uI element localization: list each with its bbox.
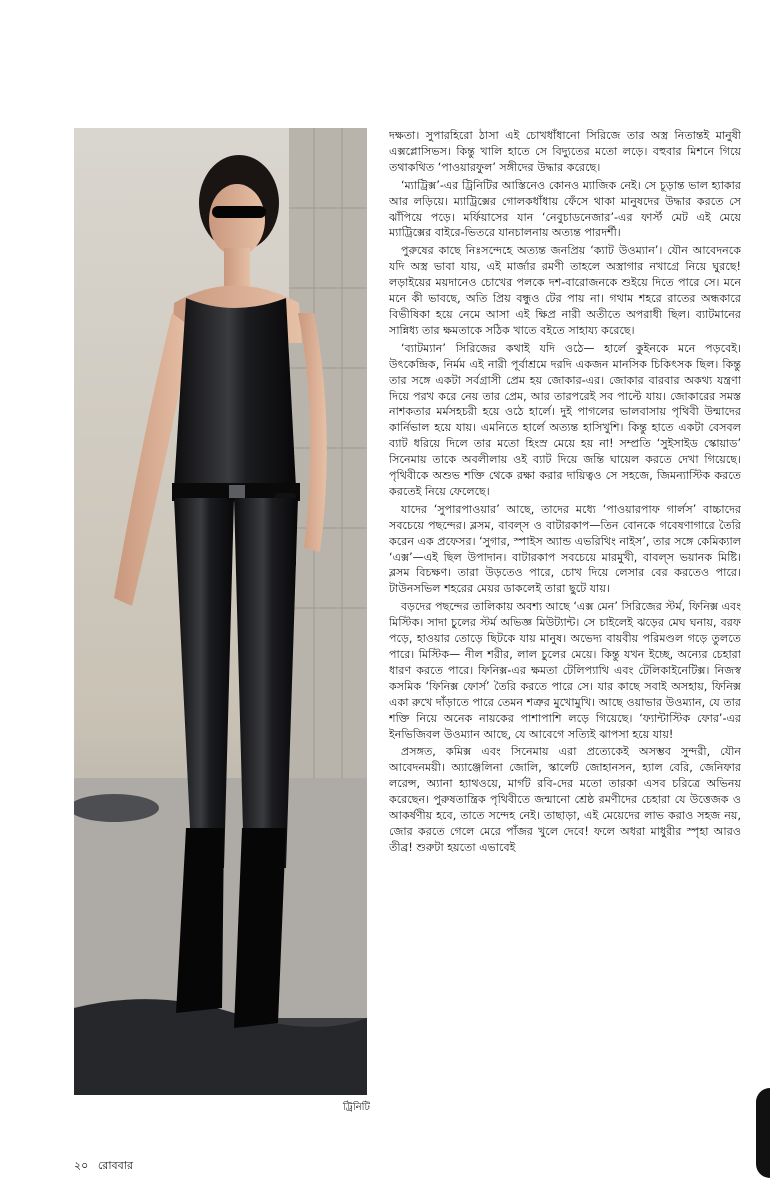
page-edge-mark (756, 1088, 770, 1178)
photo-caption: ট্রিনিটি (342, 1102, 370, 1113)
article-paragraph: পুরুষের কাছে নিঃসন্দেহে অত্যন্ত জনপ্রিয় ‘ক্যাট উওম্যান’। যৌন আবেদনকে যদি অস্ত্র ভাবা যায়, এই মার্জার রমণী তাহলে অস্ত্রাগার নখাগ্রে নিয়ে ঘুরছে! লড়াইয়ের ময়দানেও চোখের পলকে দশ-বারোজনকে শুইয়ে দিতে পারে সে। মনে মনে কী ভাবছে, অতি প্রিয় বন্ধুও টের পায় না। গথাম শহরে রাতের অন্ধকারে বিভীষিকা হয়ে নেমে আসা এই ক্ষিপ্র নারী অতীতে অপরাধী ছিল। ব্যাটমানের সান্নিধ্য তার ক্ষমতাকে সঠিক খাতে বইতে সাহায্য করেছে। (389, 244, 741, 337)
trinity-photo-illustration (74, 128, 367, 1095)
publication-name: রোববার (97, 1159, 134, 1172)
article-paragraph: প্রসঙ্গত, কমিক্স এবং সিনেমায় এরা প্রত্যেকেই অসম্ভব সুন্দরী, যৌন আবেদনময়ী। অ্যাঞ্জেলিনা জোলি, স্কার্লেট জোহানসন, হ্যাল বেরি, জেনিফার লরেন্স, অ্যানা হ্যাথওয়ে, মার্গট রবি-দের মতো তারকা এসব চরিত্রে অভিনয় করেছেন। পুরুষতান্ত্রিক পৃথিবীতে জন্মানো শ্রেষ্ঠ রমণীদের চেহারা যে উত্তেজক ও আকর্ষণীয় হবে, তাতে সন্দেহ নেই। তাছাড়া, এই মেয়েদের লাভ করাও সহজ নয়, জোর করতে গেলে মেরে পাঁজর খুলে দেবে! ফলে অধরা মাধুরীর স্পৃহা আরও তীব্র! শুরুটা হয়তো এভাবেই (389, 745, 741, 854)
article-paragraph: ‘ব্যাটম্যান’ সিরিজের কথাই যদি ওঠে— হার্লে কুইনকে মনে পড়বেই। উৎকেন্দ্রিক, নির্মম এই নারী পূর্বাশ্রমে দরদি একজন মানসিক চিকিৎসক ছিল। কিন্তু তার সঙ্গে একটা সর্বগ্রাসী প্রেম হয় জোকার-এর। জোকার বারবার অকথ্য যন্ত্রণা দিয়ে পরখ করে নেয় তার প্রেম, আর তারপরেই সব পাল্টে যায়। জোকারের সমস্ত নাশকতার মর্মসহচরী হয়ে ওঠে হার্লে। দুই পাগলের ভালবাসায় পৃথিবী উন্মাদের কার্নিভাল হয়ে যায়। এমনিতে হার্লে অত্যন্ত হাসিখুশি। কিন্তু হাতে একটা বেসবল ব্যাট ধরিয়ে দিলে তার মতো হিংস্র মেয়ে হয় না! সম্প্রতি ‘সুইসাইড স্কোয়াড’ সিনেমায় তাকে অবলীলায় ওই ব্যাট দিয়ে জন্তি ঘায়েল করতে দেখা গিয়েছে। পৃথিবীকে অশুভ শক্তি থেকে রক্ষা করার দায়িত্বও সে সহজে, জিমন্যাস্টিক করতে করতেই নিয়ে ফেলেছে। (389, 341, 741, 498)
page-footer (74, 1157, 133, 1176)
trinity-photo (74, 128, 367, 1095)
article-text (389, 128, 741, 1158)
page-number: ২০ (74, 1159, 89, 1172)
article-paragraph: দক্ষতা। সুপারহিরো ঠাসা এই চোখধাঁধানো সিরিজে তার অস্ত্র নিতান্তই মানুষী এক্সপ্লোসিভস। কিন্তু খালি হাতে সে বিদ্যুতের মতো লড়ে। বহুবার মিশনে গিয়ে তথাকথিত ‘পাওয়ারফুল’ সঙ্গীদের উদ্ধার করেছে। (389, 129, 741, 174)
article-paragraph: যাদের ‘সুপারপাওয়ার’ আছে, তাদের মধ্যে ‘পাওয়ারপাফ গার্লস’ বাচ্চাদের সবচেয়ে পছন্দের। ব্লসম, বাবল্‌স ও বাটারকাপ—তিন বোনকে গবেষণাগারে তৈরি করেন এক প্রফেসর। ‘সুগার, স্পাইস অ্যান্ড এভরিথিং নাইস’, তার সঙ্গে কেমিক্যাল ‘এক্স’—এই ছিল উপাদান। বাটারকাপ সবচেয়ে মারমুখী, বাবল্‌স ভয়ানক মিষ্টি। ব্লসম বিচক্ষণ। তারা উড়তেও পারে, চোখ দিয়ে লেসার বের করতেও পারে। টাউনসভিল শহরের মেয়র ডাকলেই তারা ছুটে যায়। (389, 502, 741, 596)
article-paragraph: ‘ম্যাট্রিক্স’-এর ট্রিনিটির আস্তিনেও কোনও ম্যাজিক নেই। সে চূড়ান্ত ভাল হ্যাকার আর লড়িয়ে। ম্যাট্রিক্সের গোলকধাঁধায় ফেঁসে থাকা মানুষদের উদ্ধার করতে সে ঝাঁপিয়ে পড়ে। মর্ফিয়াসের যান ‘নেবুচাডনেজার’-এর ফার্স্ট মেট এই মেয়ে ম্যাট্রিক্সের বাইরে-ভিতরে যানচালনায় অত্যন্ত পারদর্শী। (389, 178, 741, 240)
article-paragraph: বড়দের পছন্দের তালিকায় অবশ্য আছে ‘এক্স মেন’ সিরিজের স্টর্ম, ফিনিক্স এবং মিস্টিক। সাদা চুলের স্টর্ম অভিজ্ঞ মিউট্যান্ট। সে চাইলেই ঝড়ের মেঘ ঘনায়, বরফ পড়ে, হাওয়ার তোড়ে ছিটকে যায় মানুষ। অভেদ্য বায়বীয় পরিমণ্ডল গড়ে তুলতে পারে। মিস্টিক— নীল শরীর, লাল চুলের মেয়ে। কিন্তু যখন ইচ্ছে, অন্যের চেহারা ধারণ করতে পারে। ফিনিক্স-এর ক্ষমতা টেলিপ্যাথি এবং টেলিকাইনেটিক্স। নিজস্ব কসমিক ‘ফিনিক্স ফোর্স’ তৈরি করতে পারে সে। যার কাছে সবাই অসহায়, ফিনিক্স একা রুখে দাঁড়াতে পারে তেমন শত্রুর মুখোমুখি। আছে ওয়াভার উওম্যান, যে তার শক্তি নিয়ে অনেক নায়কের পাশাপাশি লড়ে গিয়েছে। ‘ফ্যান্টাস্টিক ফোর’-এর ইনভিজিবল উওম্যান আছে, যে আবেগে সত্যিই ঝাপসা হয়ে যায়! (389, 600, 741, 741)
